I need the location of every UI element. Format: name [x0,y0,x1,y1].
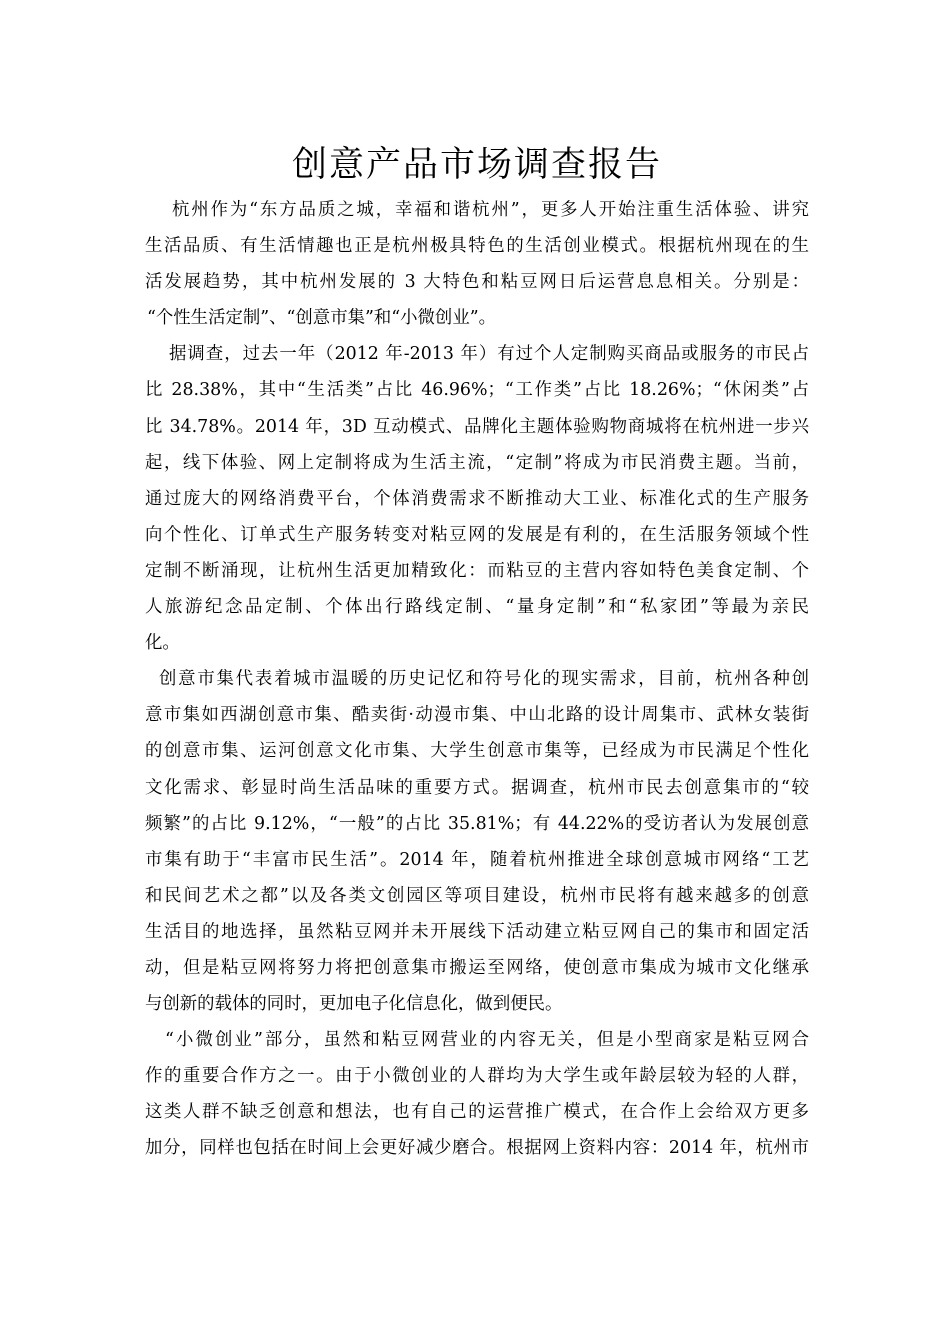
text-line: 通过庞大的网络消费平台，个体消费需求不断推动大工业、标准化式的生产服务 [145,488,809,509]
text-line: 动，但是粘豆网将努力将把创意集市搬运至网络，使创意市集成为城市文化继承 [145,957,809,978]
document-title: 创意产品市场调查报告 [291,145,662,185]
text-line: 据调查，过去一年（2012 年-2013 年）有过个人定制购买商品或服务的市民占 [169,344,809,365]
text-line: 化。 [145,633,180,654]
paragraph-micro-entrepreneurship [145,1022,809,1166]
text-line: 与创新的载体的同时，更加电子化信息化，做到便民。 [145,994,563,1015]
text-line: 这类人群不缺乏创意和想法，也有自己的运营推广模式，在合作上会给双方更多 [145,1102,809,1123]
text-line: 作的重要合作方之一。由于小微创业的人群均为大学生或年龄层较为轻的人群， [145,1066,809,1087]
text-line: 和民间艺术之都”以及各类文创园区等项目建设，杭州市民将有越来越多的创意 [145,885,809,906]
text-line: 起，线下体验、网上定制将成为生活主流，“定制”将成为市民消费主题。当前， [145,452,809,473]
text-line: “个性生活定制”、“创意市集”和“小微创业”。 [147,308,496,329]
text-line: 杭州作为“东方品质之城，幸福和谐杭州”，更多人开始注重生活体验、讲究 [172,200,809,220]
text-line: 活发展趋势，其中杭州发展的 3 大特色和粘豆网日后运营息息相关。分别是： [145,272,809,293]
text-line: 的创意市集、运河创意文化市集、大学生创意市集等，已经成为市民满足个性化 [145,741,809,762]
text-line: 频繁”的占比 9.12%，“一般”的占比 35.81%；有 44.22%的受访者认为发展创意 [145,813,809,834]
text-line: 文化需求、彰显时尚生活品味的重要方式。据调查，杭州市民去创意集市的“较 [145,777,809,798]
text-line: “小微创业”部分，虽然和粘豆网营业的内容无关，但是小型商家是粘豆网合 [165,1030,809,1051]
paragraph-intro [145,192,809,336]
text-line: 生活品质、有生活情趣也正是杭州极具特色的生活创业模式。根据杭州现在的生 [145,236,809,257]
paragraph-personal-customization [145,336,809,661]
text-line: 创意市集代表着城市温暖的历史记忆和符号化的现实需求，目前，杭州各种创 [159,669,809,690]
text-line: 市集有助于“丰富市民生活”。2014 年，随着杭州推进全球创意城市网络“工艺 [145,849,809,870]
text-line: 向个性化、订单式生产服务转变对粘豆网的发展是有利的，在生活服务领域个性 [145,524,809,545]
text-line: 生活目的地选择，虽然粘豆网并未开展线下活动建立粘豆网自己的集市和固定活 [145,921,809,942]
text-line: 意市集如西湖创意市集、酷卖街·动漫市集、中山北路的设计周集市、武林女装街 [145,705,809,726]
text-line: 加分，同样也包括在时间上会更好减少磨合。根据网上资料内容：2014 年，杭州市 [145,1138,809,1159]
document-page [145,140,809,1167]
text-line: 比 34.78%。2014 年，3D 互动模式、品牌化主题体验购物商城将在杭州进一步兴 [145,416,809,437]
text-line: 比 28.38%，其中“生活类”占比 46.96%；“工作类”占比 18.26%；“休闲类”占 [145,380,809,401]
text-line: 定制不断涌现，让杭州生活更加精致化：而粘豆的主营内容如特色美食定制、个 [145,560,809,581]
text-line: 人旅游纪念品定制、个体出行路线定制、“量身定制”和“私家团”等最为亲民 [145,597,809,618]
paragraph-creative-market [145,661,809,1022]
